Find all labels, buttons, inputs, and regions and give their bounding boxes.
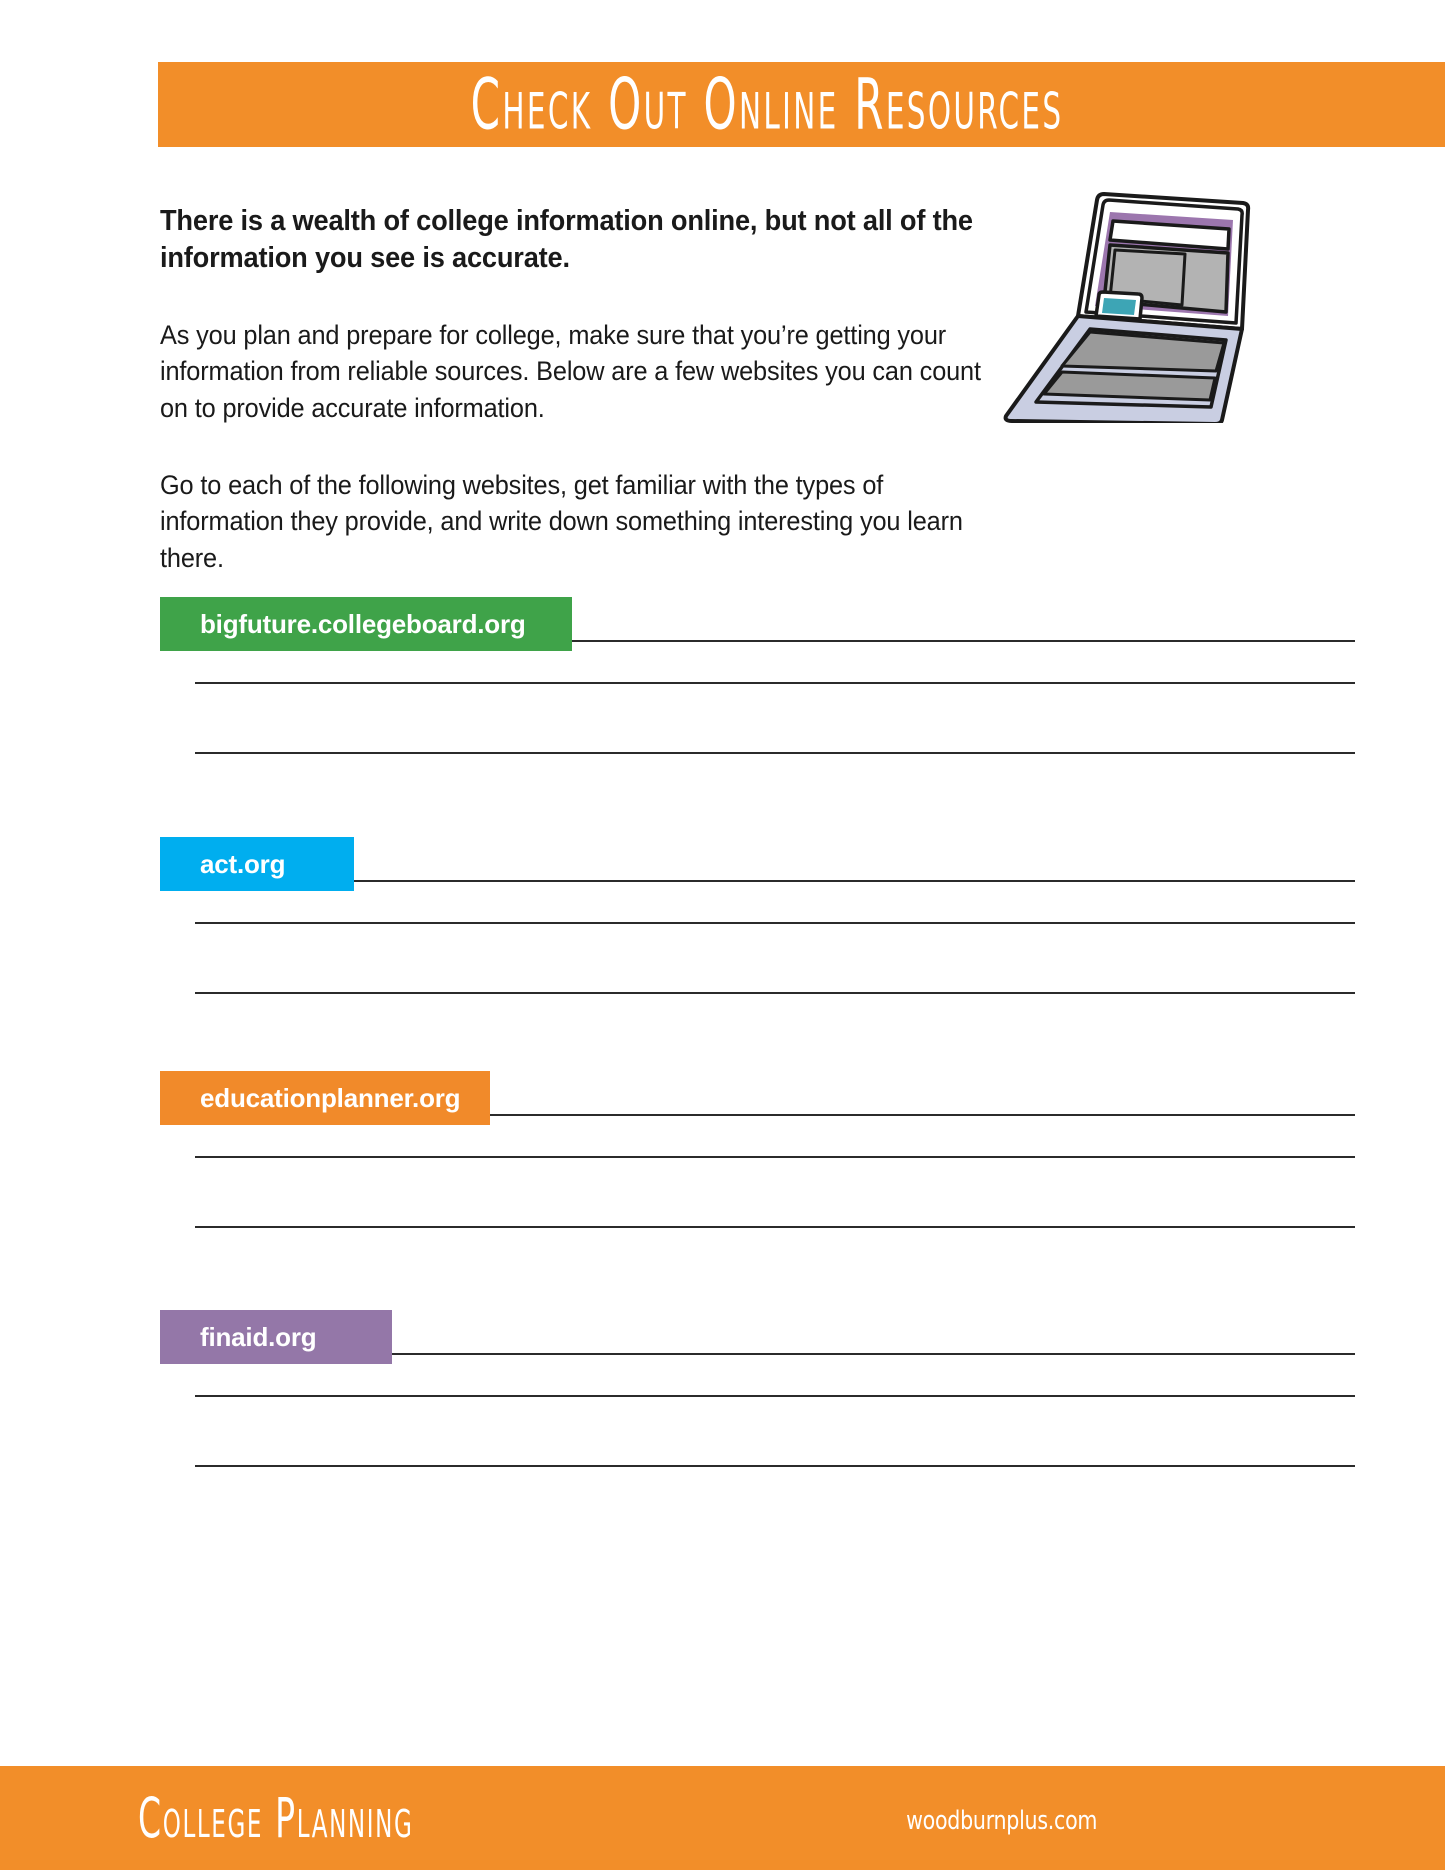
- website-section: [0, 1071, 1445, 1125]
- page-header-bar: [158, 62, 1445, 147]
- laptop-illustration: [1000, 188, 1260, 423]
- answer-line[interactable]: [195, 1226, 1355, 1228]
- website-badge-row: [0, 597, 1445, 651]
- intro-paragraph-1: As you plan and prepare for college, make sure that you’re getting your information from reliable sources. Below are a few websites you can count on to provide accurate information.: [160, 320, 981, 423]
- website-section: [0, 837, 1445, 891]
- answer-line[interactable]: [195, 1465, 1355, 1467]
- answer-line[interactable]: [195, 682, 1355, 684]
- intro-paragraph-2: Go to each of the following websites, get familiar with the types of information they provide, and write down something interesting you learn there.: [160, 469, 963, 573]
- answer-line[interactable]: [354, 880, 1355, 882]
- answer-line[interactable]: [195, 1156, 1355, 1158]
- website-badge-row: [0, 837, 1445, 891]
- website-section: [0, 597, 1445, 651]
- intro-section: [160, 203, 1020, 576]
- answer-line[interactable]: [195, 752, 1355, 754]
- page-footer-bar: [0, 1766, 1445, 1870]
- answer-line[interactable]: [195, 1395, 1355, 1397]
- website-badge[interactable]: act.org: [160, 837, 354, 891]
- website-badge-row: [0, 1071, 1445, 1125]
- answer-line[interactable]: [195, 992, 1355, 994]
- intro-lead-text: There is a wealth of college information online, but not all of the information you see is accurate.: [160, 205, 973, 275]
- answer-line[interactable]: [392, 1353, 1355, 1355]
- answer-line[interactable]: [490, 1114, 1355, 1116]
- website-section: [0, 1310, 1445, 1364]
- website-badge[interactable]: finaid.org: [160, 1310, 392, 1364]
- answer-line[interactable]: [195, 922, 1355, 924]
- page-title: Check Out Online Resources: [470, 63, 1064, 146]
- website-badge-row: [0, 1310, 1445, 1364]
- footer-title: College Planning: [138, 1785, 414, 1850]
- footer-url: woodburnplus.com: [905, 1806, 1097, 1836]
- answer-line[interactable]: [572, 640, 1355, 642]
- website-badge[interactable]: educationplanner.org: [160, 1071, 490, 1125]
- website-badge[interactable]: bigfuture.collegeboard.org: [160, 597, 572, 651]
